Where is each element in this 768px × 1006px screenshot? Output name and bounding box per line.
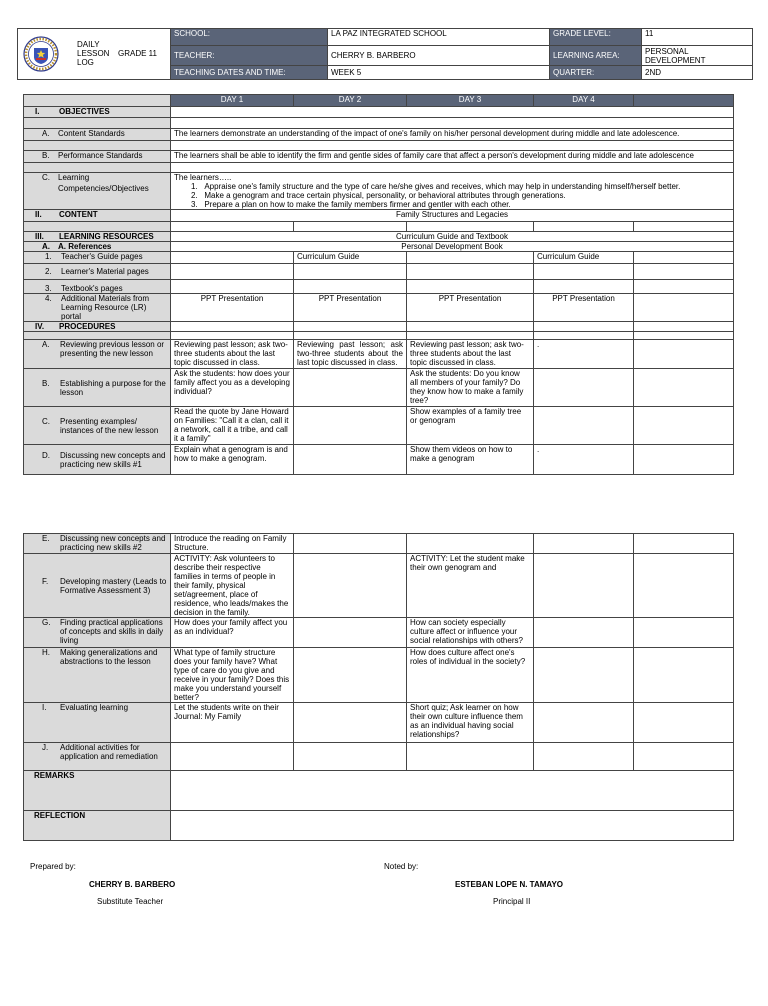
proc-i-day1: Let the students write on their Journal: My Family	[171, 703, 294, 743]
day-1-header: DAY 1	[171, 95, 294, 107]
extra-header	[634, 95, 734, 107]
day-3-header: DAY 3	[407, 95, 534, 107]
proc-a-day4: .	[534, 340, 634, 369]
proc-b-day1: Ask the students: how does your family affect you as a developing individual?	[171, 369, 294, 407]
content-text: Family Structures and Legacies	[171, 210, 734, 222]
remarks-cell	[171, 771, 734, 811]
proc-e-day1: Introduce the reading on Family Structure.	[171, 534, 294, 554]
grade-label: GRADE 11	[118, 49, 157, 58]
school-label: SCHOOL:	[171, 29, 328, 46]
prepared-by-name: CHERRY B. BARBERO	[89, 880, 176, 889]
competency-item-3: 3. Prepare a plan on how to make the family members firmer and gentler with each other.	[191, 200, 511, 209]
proc-g-label: G. Finding practical applications of concepts and skills in daily living	[24, 618, 171, 648]
competencies-label: C. Learning Competencies/Objectives	[24, 173, 171, 210]
quarter-value: 2ND	[642, 65, 753, 79]
teachers-guide-day4: Curriculum Guide	[534, 252, 634, 264]
dates-label: TEACHING DATES AND TIME:	[171, 65, 328, 79]
dates-value: WEEK 5	[328, 65, 550, 79]
learning-area-label: LEARNING AREA:	[550, 46, 642, 65]
proc-a-day1: Reviewing past lesson; ask two-three students about the last topic discussed in class.	[171, 340, 294, 369]
header-table	[17, 28, 753, 80]
learning-area-value: PERSONAL DEVELOPMENT	[642, 46, 753, 65]
deped-seal-icon	[23, 36, 59, 72]
content-standards-label: A. Content Standards	[24, 129, 171, 141]
proc-f-day3: ACTIVITY: Let the student make their own genogram and	[407, 554, 534, 618]
proc-c-day3: Show examples of a family tree or genogram	[407, 407, 534, 445]
log-title-cell	[18, 29, 171, 80]
proc-f-label: F. Developing mastery (Leads to Formative Assessment 3)	[24, 554, 171, 618]
references-label: A. A. References	[24, 242, 171, 252]
textbook-pages-label: 3. Textbook's pages	[24, 280, 171, 294]
lesson-table-2	[23, 533, 734, 841]
log-title-line-3: LOG	[77, 58, 94, 67]
grade-level-value: 11	[642, 29, 753, 46]
proc-a-day2: Reviewing past lesson; ask two-three students about the last topic discussed in class.	[294, 340, 407, 369]
proc-h-label: H. Making generalizations and abstractions to the lesson	[24, 648, 171, 703]
prepared-by-label: Prepared by:	[30, 862, 76, 871]
additional-materials-label: 4. Additional Materials from Learning Resource (LR) portal	[24, 294, 171, 322]
resources-label: III. LEARNING RESOURCES	[24, 232, 171, 242]
noted-by-title: Principal II	[493, 897, 531, 906]
proc-g-day3: How can society especially culture affect or influence your social relationships with others?	[407, 618, 534, 648]
proc-e-label: E. Discussing new concepts and practicing new skills #2	[24, 534, 171, 554]
performance-standards-text: The learners shall be able to identify the firm and gentle sides of family care that affect a person's development during middle and late adolescence	[171, 151, 734, 163]
proc-d-day4: .	[534, 445, 634, 475]
corner-cell	[24, 95, 171, 107]
teachers-guide-label: 1. Teacher's Guide pages	[24, 252, 171, 264]
proc-j-label: J. Additional activities for application and remediation	[24, 743, 171, 771]
proc-a-label: A. Reviewing previous lesson or presenting the new lesson	[24, 340, 171, 369]
noted-by-label: Noted by:	[384, 862, 419, 871]
proc-b-day3: Ask the students: Do you know all members of your family? Do they know how to make a family tree?	[407, 369, 534, 407]
teachers-guide-day2: Curriculum Guide	[294, 252, 407, 264]
additional-materials-day1: PPT Presentation	[171, 294, 294, 322]
proc-h-day3: How does culture affect one's roles of individual in the society?	[407, 648, 534, 703]
additional-materials-day2: PPT Presentation	[294, 294, 407, 322]
proc-g-day1: How does your family affect you as an individual?	[171, 618, 294, 648]
teacher-label: TEACHER:	[171, 46, 328, 65]
competency-item-1: 1. Appraise one's family structure and the type of care he/she gives and receives, which may help in understanding himself/herself better.	[191, 182, 681, 191]
performance-standards-label: B. Performance Standards	[24, 151, 171, 163]
proc-c-day1: Read the quote by Jane Howard on Families: "Call it a clan, call it a network, call it a tribe, and call it a family"	[171, 407, 294, 445]
competencies-intro: The learners…..	[174, 173, 232, 182]
proc-c-label: C. Presenting examples/ instances of the new lesson	[24, 407, 171, 445]
objectives-heading-fill	[171, 107, 734, 118]
prepared-by-title: Substitute Teacher	[97, 897, 164, 906]
competencies-text	[171, 173, 734, 210]
proc-b-label: B. Establishing a purpose for the lesson	[24, 369, 171, 407]
additional-materials-day4: PPT Presentation	[534, 294, 634, 322]
proc-f-day1: ACTIVITY: Ask volunteers to describe their respective families in terms of people in their family, physical set/agreement, place of residence, who leads/makes the decision in the family.	[171, 554, 294, 618]
learners-material-label: 2. Learner's Material pages	[24, 264, 171, 280]
proc-h-day1: What type of family structure does your family have? What type of care do you give and receive in your family? Does this make you understand yourself better?	[171, 648, 294, 703]
proc-a-day3: Reviewing past lesson; ask two-three students about the last topic discussed in class.	[407, 340, 534, 369]
proc-d-label: D. Discussing new concepts and practicing new skills #1	[24, 445, 171, 475]
procedures-label: IV. PROCEDURES	[24, 322, 171, 332]
grade-level-label: GRADE LEVEL:	[550, 29, 642, 46]
day-2-header: DAY 2	[294, 95, 407, 107]
log-title-line-1: DAILY	[77, 40, 100, 49]
noted-by-name: ESTEBAN LOPE N. TAMAYO	[455, 880, 564, 889]
resources-text: Curriculum Guide and Textbook	[171, 232, 734, 242]
reflection-label: REFLECTION	[24, 811, 171, 841]
proc-d-day3: Show them videos on how to make a genogram	[407, 445, 534, 475]
remarks-label: REMARKS	[24, 771, 171, 811]
competency-item-2: 2. Make a genogram and trace certain physical, personality, or behavioral attributes through generations.	[191, 191, 566, 200]
additional-materials-day3: PPT Presentation	[407, 294, 534, 322]
proc-i-day3: Short quiz; Ask learner on how their own culture influence them as an individual having social relationships?	[407, 703, 534, 743]
content-label: II. CONTENT	[24, 210, 171, 222]
day-4-header: DAY 4	[534, 95, 634, 107]
objectives-heading: I. OBJECTIVES	[24, 107, 171, 118]
proc-d-day1: Explain what a genogram is and how to make a genogram.	[171, 445, 294, 475]
log-title-line-2: LESSON	[77, 49, 110, 58]
lesson-table-1	[23, 94, 734, 475]
proc-i-label: I. Evaluating learning	[24, 703, 171, 743]
reflection-cell	[171, 811, 734, 841]
school-value: LA PAZ INTEGRATED SCHOOL	[328, 29, 550, 46]
references-text: Personal Development Book	[171, 242, 734, 252]
quarter-label: QUARTER:	[550, 65, 642, 79]
teacher-value: CHERRY B. BARBERO	[328, 46, 550, 65]
content-standards-text: The learners demonstrate an understanding of the impact of one's family on his/her personal development during middle and late adolescence.	[171, 129, 734, 141]
